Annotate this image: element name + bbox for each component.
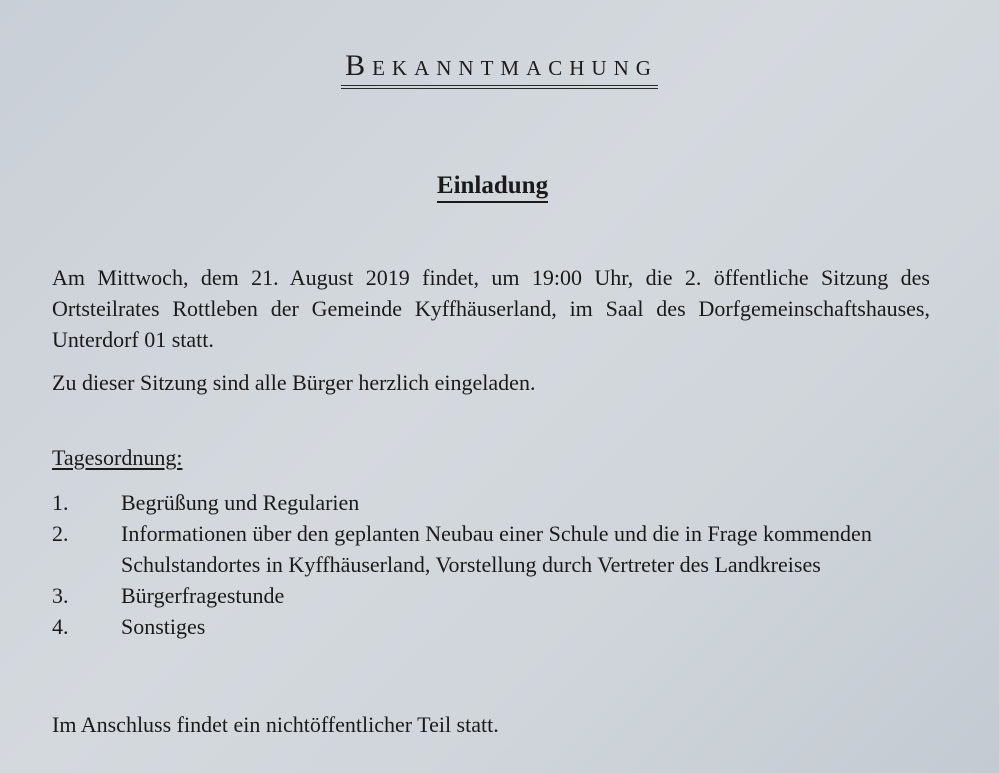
agenda-item-text: Bürgerfragestunde	[121, 583, 285, 608]
document-subtitle	[0, 170, 999, 203]
agenda-item-text: Begrüßung und Regularien	[121, 490, 360, 515]
agenda-item	[52, 611, 932, 642]
agenda-item-number: 4.	[52, 614, 69, 639]
agenda-item-number: 1.	[52, 490, 69, 515]
agenda-item-text: Sonstiges	[121, 614, 206, 639]
invitation-paragraph: Zu dieser Sitzung sind alle Bürger herzlich eingeladen.	[52, 370, 536, 395]
closing-paragraph: Im Anschluss findet ein nichtöffentlicher Teil statt.	[52, 712, 499, 737]
agenda-item-text: Informationen über den geplanten Neubau einer Schule und die in Frage kommenden Schulstandortes in Kyffhäuserland, Vorstellung durch Vertreter des Landkreises	[121, 521, 872, 577]
meeting-announcement-paragraph: Am Mittwoch, dem 21. August 2019 findet, um 19:00 Uhr, die 2. öffentliche Sitzung des Ortsteilrates Rottleben der Gemeinde Kyffhäuserland, im Saal des Dorfgemeinschaftshauses, Unterdorf 01 statt.	[52, 265, 930, 352]
document-title	[0, 46, 999, 89]
document-title-text: Bekanntmachung	[341, 47, 658, 89]
agenda-item	[52, 487, 932, 518]
document-subtitle-text: Einladung	[437, 171, 548, 203]
agenda-heading-text: Tagesordnung:	[52, 445, 183, 470]
agenda-item	[52, 580, 932, 611]
agenda-list	[52, 487, 932, 642]
agenda-item-number: 2.	[52, 521, 69, 546]
agenda-item-number: 3.	[52, 583, 69, 608]
agenda-item	[52, 518, 932, 580]
agenda-heading	[52, 442, 182, 473]
